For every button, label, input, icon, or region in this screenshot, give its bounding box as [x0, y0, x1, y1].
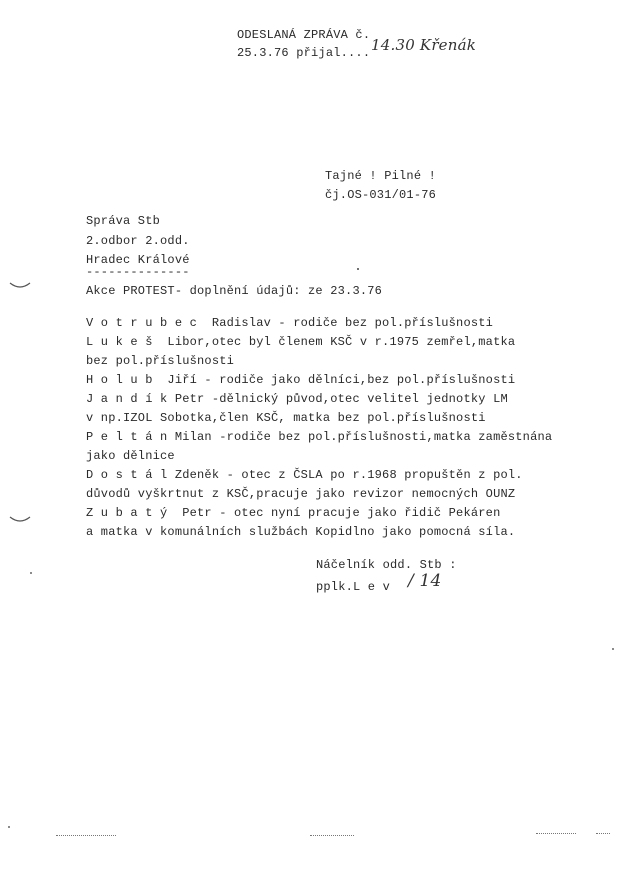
body-line: v np.IZOL Sobotka,člen KSČ, matka bez pol.příslušnosti: [86, 411, 486, 425]
body-line: H o l u b Jiří - rodiče jako dělníci,bez pol.příslušnosti: [86, 373, 516, 387]
margin-mark-icon: [8, 514, 32, 526]
scan-dotted-line: [310, 835, 354, 836]
body-line: V o t r u b e c Radislav - rodiče bez pol.příslušnosti: [86, 316, 494, 330]
signature-handwritten: / 14: [408, 571, 442, 591]
classification-secret: Tajné ! Pilné !: [325, 169, 437, 183]
body-line: a matka v komunálních službách Kopidlno jako pomocná síla.: [86, 525, 516, 539]
signature-name: pplk.L e v: [316, 580, 391, 594]
speck: [357, 268, 359, 270]
subject-line: Akce PROTEST- doplnění údajů: ze 23.3.76: [86, 284, 383, 298]
header-received-printed: 25.3.76 přijal....: [237, 46, 371, 60]
body-line: Z u b a t ý Petr - otec nyní pracuje jako řidič Pekáren: [86, 506, 501, 520]
recipient-underline: --------------: [86, 265, 190, 279]
body-line: bez pol.příslušnosti: [86, 354, 235, 368]
body-line: P e l t á n Milan -rodiče bez pol.příslušnosti,matka zaměstnána: [86, 430, 553, 444]
scan-dotted-line: [56, 835, 116, 836]
body-line: L u k e š Libor,otec byl členem KSČ v r.1975 zemřel,matka: [86, 335, 516, 349]
recipient-line: 2.odbor 2.odd.: [86, 234, 190, 248]
body-line: D o s t á l Zdeněk - otec z ČSLA po r.1968 propuštěn z pol.: [86, 468, 523, 482]
signature-title: Náčelník odd. Stb :: [316, 558, 457, 572]
margin-mark-icon: [8, 280, 32, 292]
body-line: jako dělnice: [86, 449, 175, 463]
speck: [8, 826, 10, 828]
recipient-line: Hradec Králové: [86, 253, 190, 267]
classification-ref: čj.OS-031/01-76: [325, 188, 437, 202]
header-title: ODESLANÁ ZPRÁVA č.: [237, 28, 371, 42]
body-line: J a n d í k Petr -dělnický původ,otec velitel jednotky LM: [86, 392, 508, 406]
speck: [612, 648, 614, 650]
body-line: důvodů vyškrtnut z KSČ,pracuje jako revizor nemocných OUNZ: [86, 487, 516, 501]
recipient-line: Správa Stb: [86, 214, 161, 228]
header-received-handwritten: 14.30 Křenák: [371, 36, 477, 54]
scan-dotted-line: [536, 833, 576, 834]
scan-dotted-line: [596, 833, 610, 834]
speck: [30, 572, 32, 574]
